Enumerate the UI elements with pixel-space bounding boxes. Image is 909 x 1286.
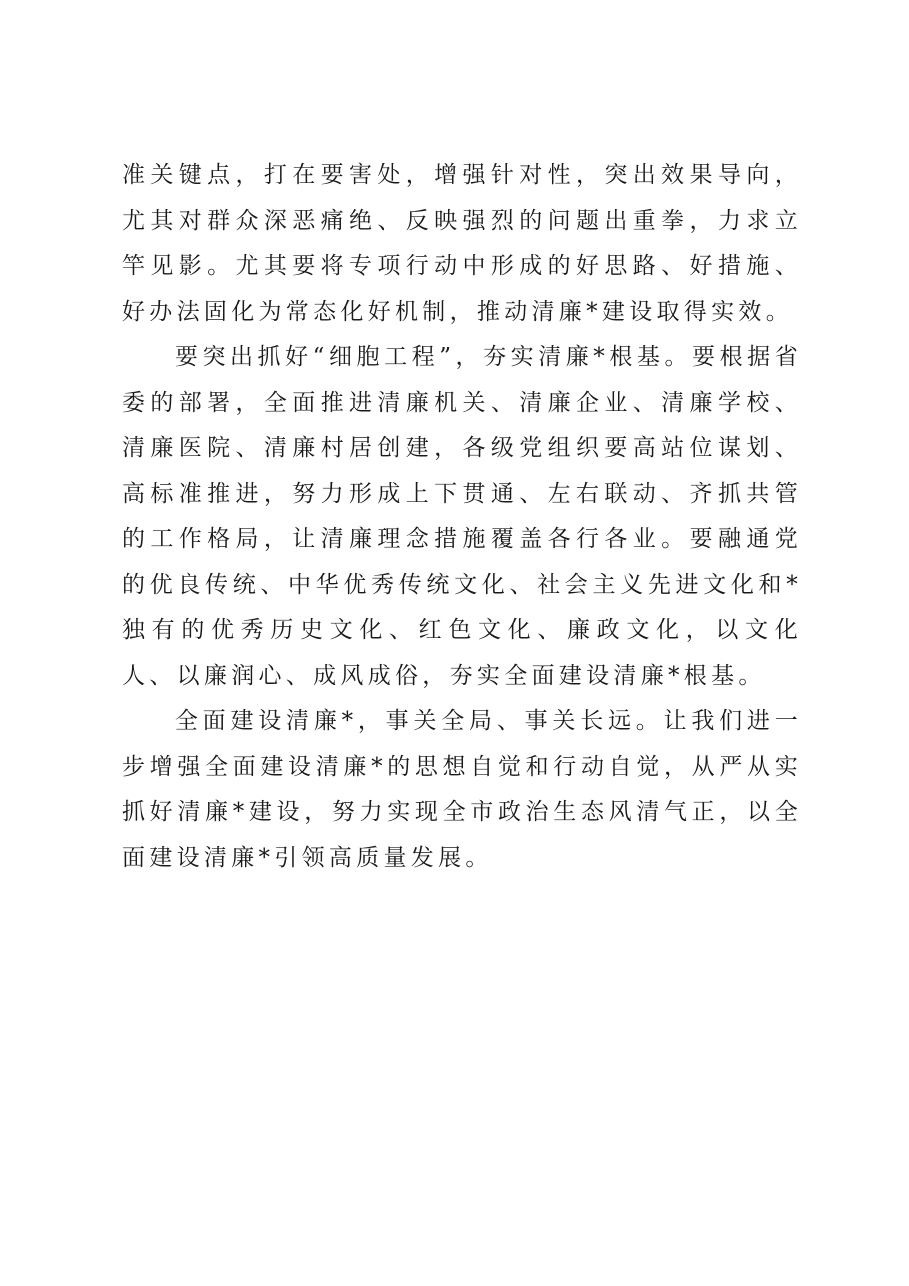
paragraph-continued: 准关键点，打在要害处，增强针对性，突出效果导向，尤其对群众深恶痛绝、反映强烈的问题出重拳，力求立竿见影。尤其要将专项行动中形成的好思路、好措施、好办法固化为常态化好机制，推动清廉*建设取得实效。 (122, 162, 802, 325)
document-body (122, 153, 802, 881)
paragraph-cell-project: 要突出抓好“细胞工程”，夯实清廉*根基。要根据省委的部署，全面推进清廉机关、清廉企业、清廉学校、清廉医院、清廉村居创建，各级党组织要高站位谋划、高标准推进，努力形成上下贯通、左右联动、齐抓共管的工作格局，让清廉理念措施覆盖各行各业。要融通党的优良传统、中华优秀传统文化、社会主义先进文化和*独有的优秀历史文化、红色文化、廉政文化，以文化人、以廉润心、成风成俗，夯实全面建设清廉*根基。 (122, 344, 802, 689)
paragraph-conclusion: 全面建设清廉*，事关全局、事关长远。让我们进一步增强全面建设清廉*的思想自觉和行动自觉，从严从实抓好清廉*建设，努力实现全市政治生态风清气正，以全面建设清廉*引领高质量发展。 (122, 708, 802, 871)
